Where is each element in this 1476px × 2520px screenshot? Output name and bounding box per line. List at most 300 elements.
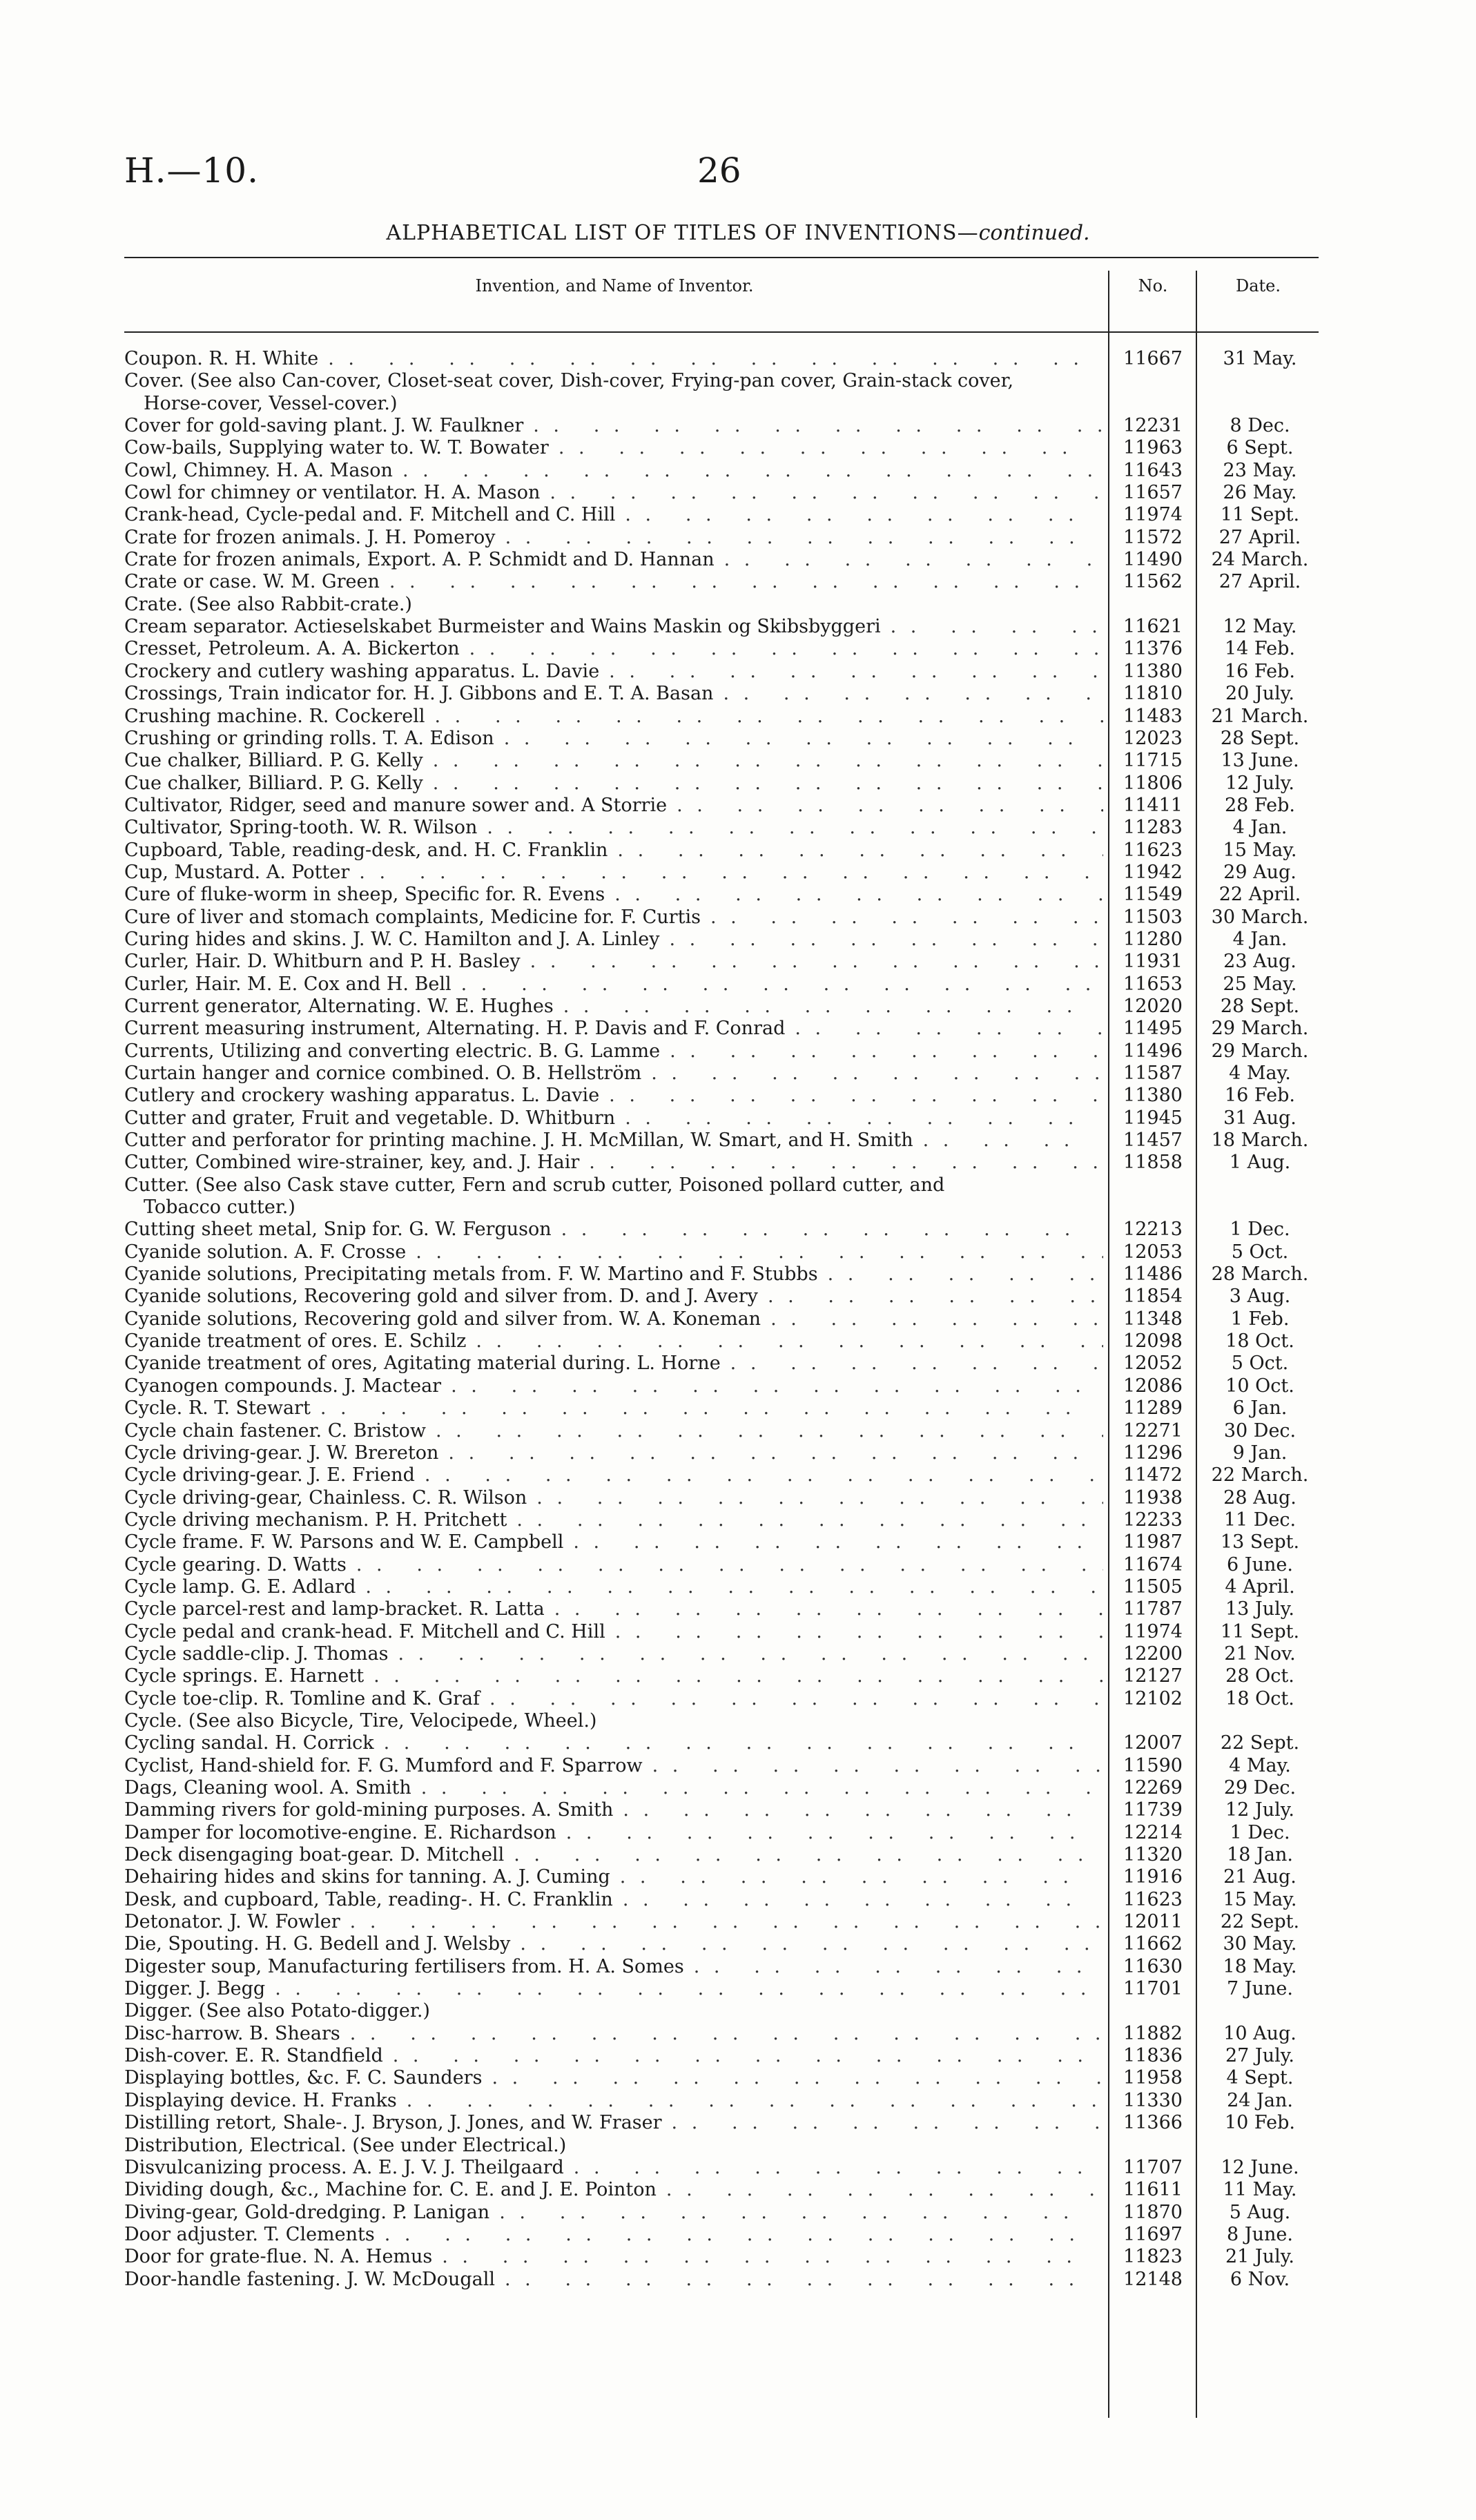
patent-date: 15 May. <box>1223 839 1297 861</box>
patent-number: 12127 <box>1123 1665 1183 1687</box>
table-row <box>124 840 1319 862</box>
patent-number: 11496 <box>1123 1040 1183 1062</box>
invention-title: Cultivator, Spring-tooth. W. R. Wilson . . <box>124 817 1103 839</box>
invention-title: Cycle toe-clip. R. Tomline and K. Graf . . <box>124 1688 1103 1710</box>
patent-date: 4 Jan. <box>1232 817 1288 839</box>
invention-title: Tobacco cutter.) <box>124 1196 1103 1219</box>
patent-number: 11503 <box>1123 906 1183 928</box>
patent-date: 29 Dec. <box>1223 1777 1297 1799</box>
invention-title: Door-handle fastening. J. W. McDougall . . <box>124 2269 1103 2291</box>
table-row <box>124 1018 1319 1040</box>
invention-title: Cow-bails, Supplying water to. W. T. Bowater . . <box>124 437 1103 459</box>
invention-title: Dish-cover. E. R. Standfield . . <box>124 2045 1103 2067</box>
invention-title: Crate for frozen animals, Export. A. P. Schmidt and D. Hannan . . <box>124 549 1103 571</box>
table-row <box>124 460 1319 482</box>
table-row <box>124 504 1319 526</box>
patent-number: 12231 <box>1123 415 1183 437</box>
invention-title: Cure of liver and stomach complaints, Medicine for. F. Curtis . . <box>124 907 1103 929</box>
invention-title: Cycle driving mechanism. P. H. Pritchett . . <box>124 1509 1103 1531</box>
invention-title: Cycle pedal and crank-head. F. Mitchell and C. Hill . . <box>124 1621 1103 1643</box>
patent-date: 18 Oct. <box>1225 1687 1294 1709</box>
table-row <box>124 817 1319 839</box>
patent-date: 1 Dec. <box>1230 1219 1290 1241</box>
table-row <box>124 1085 1319 1107</box>
patent-number: 11916 <box>1123 1866 1183 1888</box>
table-row <box>124 750 1319 772</box>
table-row <box>124 1174 1319 1196</box>
invention-title: Dags, Cleaning wool. A. Smith . . <box>124 1777 1103 1799</box>
patent-date: 27 July. <box>1225 2045 1295 2067</box>
table-row <box>124 638 1319 660</box>
patent-date: 13 June. <box>1221 750 1299 772</box>
table-row <box>124 482 1319 504</box>
invention-title: Crate or case. W. M. Green . . <box>124 571 1103 593</box>
table-row <box>124 1576 1319 1598</box>
invention-title: Cupboard, Table, reading-desk, and. H. C. Franklin . . <box>124 840 1103 862</box>
table-row <box>124 1822 1319 1844</box>
patent-number: 12020 <box>1123 995 1183 1017</box>
table-row <box>124 616 1319 638</box>
invention-title: Cutter and grater, Fruit and vegetable. D. Whitburn . . <box>124 1107 1103 1130</box>
table-row <box>124 415 1319 437</box>
invention-title: Cover. (See also Can-cover, Closet-seat cover, Dish-cover, Frying-pan cover, Grain-stack cover, <box>124 370 1103 392</box>
patent-number: 11974 <box>1123 504 1183 526</box>
patent-number: 11587 <box>1123 1063 1183 1084</box>
invention-title: Cover for gold-saving plant. J. W. Faulkner . . <box>124 415 1103 437</box>
table-row <box>124 1152 1319 1174</box>
patent-number: 11715 <box>1123 750 1183 772</box>
patent-number: 11572 <box>1123 526 1183 548</box>
table-row <box>124 2269 1319 2291</box>
invention-title: Crate for frozen animals. J. H. Pomeroy . . <box>124 527 1103 549</box>
patent-date: 7 June. <box>1227 1978 1293 2000</box>
table-row <box>124 1397 1319 1419</box>
invention-title: Coupon. R. H. White . . <box>124 348 1103 370</box>
patent-date: 4 April. <box>1225 1576 1295 1598</box>
patent-date: 31 Aug. <box>1223 1107 1297 1129</box>
table-row <box>124 884 1319 906</box>
table-row <box>124 1531 1319 1553</box>
table-row <box>124 594 1319 616</box>
table-row <box>124 2157 1319 2179</box>
patent-date: 6 June. <box>1227 1553 1293 1576</box>
patent-number: 12086 <box>1123 1375 1183 1397</box>
invention-title: Cyanogen compounds. J. Mactear . . <box>124 1375 1103 1397</box>
invention-title: Curing hides and skins. J. W. C. Hamilton and J. A. Linley . . <box>124 929 1103 951</box>
invention-title: Damper for locomotive-engine. E. Richardson . . <box>124 1822 1103 1844</box>
table-row <box>124 1107 1319 1130</box>
patent-number: 11707 <box>1123 2156 1183 2178</box>
patent-number: 11823 <box>1123 2246 1183 2268</box>
table-row <box>124 1755 1319 1777</box>
table-row <box>124 1420 1319 1442</box>
table-row <box>124 370 1319 392</box>
patent-date: 11 Sept. <box>1220 1620 1300 1642</box>
patent-number: 11836 <box>1123 2045 1183 2067</box>
invention-title: Cure of fluke-worm in sheep, Specific for. R. Evens . . <box>124 884 1103 906</box>
patent-date: 15 May. <box>1223 1888 1297 1910</box>
table-row <box>124 1464 1319 1486</box>
invention-title: Cyanide solutions, Precipitating metals from. F. W. Martino and F. Stubbs . . <box>124 1263 1103 1286</box>
invention-title: Horse-cover, Vessel-cover.) <box>124 393 1103 415</box>
table-row <box>124 1219 1319 1241</box>
table-row <box>124 437 1319 459</box>
patent-date: 20 July. <box>1225 683 1295 705</box>
table-row <box>124 2067 1319 2089</box>
patent-number: 11296 <box>1123 1442 1183 1464</box>
table-row <box>124 728 1319 750</box>
patent-number: 12102 <box>1123 1687 1183 1709</box>
table-row <box>124 1978 1319 2000</box>
patent-date: 30 March. <box>1211 906 1309 928</box>
invention-title: Curler, Hair. D. Whitburn and P. H. Basley . . <box>124 951 1103 973</box>
patent-date: 28 March. <box>1211 1263 1309 1286</box>
invention-title: Current generator, Alternating. W. E. Hughes . . <box>124 996 1103 1018</box>
invention-title: Cycle. R. T. Stewart . . <box>124 1397 1103 1419</box>
invention-title: Cyanide solution. A. F. Crosse . . <box>124 1241 1103 1263</box>
invention-title: Cutter. (See also Cask stave cutter, Fern and scrub cutter, Poisoned pollard cutter, and <box>124 1174 1103 1196</box>
table-row <box>124 549 1319 571</box>
patent-date: 12 June. <box>1221 2156 1299 2178</box>
patent-number: 11348 <box>1123 1308 1183 1330</box>
patent-number: 11657 <box>1123 482 1183 504</box>
patent-number: 11562 <box>1123 571 1183 593</box>
patent-number: 11931 <box>1123 951 1183 973</box>
patent-date: 12 July. <box>1225 772 1295 794</box>
patent-number: 11667 <box>1123 348 1183 369</box>
patent-date: 30 May. <box>1223 1933 1297 1955</box>
invention-title: Distribution, Electrical. (See under Electrical.) <box>124 2135 1103 2157</box>
invention-title: Current measuring instrument, Alternating. H. P. Davis and F. Conrad . . <box>124 1018 1103 1040</box>
patent-date: 6 Sept. <box>1226 437 1294 459</box>
invention-title: Cycle chain fastener. C. Bristow . . <box>124 1420 1103 1442</box>
patent-number: 12200 <box>1123 1642 1183 1665</box>
patent-date: 28 Feb. <box>1224 794 1296 816</box>
patent-date: 4 May. <box>1229 1754 1291 1776</box>
patent-number: 11330 <box>1123 2089 1183 2111</box>
table-row <box>124 1554 1319 1576</box>
patent-number: 11623 <box>1123 1888 1183 1910</box>
invention-title: Cycle springs. E. Harnett . . <box>124 1665 1103 1687</box>
title-main: ALPHABETICAL LIST OF TITLES OF INVENTIONS— <box>386 221 979 245</box>
header-bottom-rule <box>124 331 1319 333</box>
invention-title: Digester soup, Manufacturing fertilisers from. H. A. Somes . . <box>124 1956 1103 1978</box>
invention-title: Detonator. J. W. Fowler . . <box>124 1911 1103 1933</box>
inventions-table <box>124 348 1319 2291</box>
table-row <box>124 1598 1319 1620</box>
patent-date: 21 Aug. <box>1223 1866 1297 1888</box>
invention-title: Cup, Mustard. A. Potter . . <box>124 862 1103 884</box>
invention-title: Cycle driving-gear, Chainless. C. R. Wilson . . <box>124 1487 1103 1509</box>
patent-date: 13 July. <box>1225 1598 1295 1620</box>
column-header-invention: Invention, and Name of Inventor. <box>475 276 754 295</box>
patent-number: 12233 <box>1123 1509 1183 1531</box>
invention-title: Deck disengaging boat-gear. D. Mitchell . . <box>124 1844 1103 1866</box>
patent-number: 11787 <box>1123 1598 1183 1620</box>
patent-date: 31 May. <box>1223 348 1297 369</box>
patent-date: 26 May. <box>1223 482 1297 504</box>
patent-date: 4 Sept. <box>1226 2067 1294 2089</box>
invention-title: Displaying device. H. Franks . . <box>124 2090 1103 2112</box>
invention-title: Cultivator, Ridger, seed and manure sower and. A Storrie . . <box>124 795 1103 817</box>
table-row <box>124 348 1319 370</box>
patent-date: 1 Aug. <box>1229 1152 1291 1174</box>
patent-date: 29 March. <box>1211 1018 1309 1040</box>
table-row <box>124 2045 1319 2067</box>
patent-number: 11630 <box>1123 1955 1183 1977</box>
patent-number: 11490 <box>1123 549 1183 571</box>
patent-number: 11942 <box>1123 861 1183 883</box>
patent-number: 11958 <box>1123 2067 1183 2089</box>
table-row <box>124 795 1319 817</box>
patent-date: 22 Sept. <box>1220 1911 1300 1933</box>
table-row <box>124 929 1319 951</box>
invention-title: Digger. J. Begg . . <box>124 1978 1103 2000</box>
table-row <box>124 1643 1319 1665</box>
invention-title: Cycle frame. F. W. Parsons and W. E. Campbell . . <box>124 1531 1103 1553</box>
patent-date: 18 Jan. <box>1227 1844 1293 1866</box>
patent-date: 5 Oct. <box>1231 1353 1289 1375</box>
invention-title: Cyanide treatment of ores. E. Schilz . . <box>124 1330 1103 1353</box>
patent-date: 11 Sept. <box>1220 504 1300 526</box>
invention-title: Desk, and cupboard, Table, reading-. H. C. Franklin . . <box>124 1889 1103 1911</box>
patent-date: 29 March. <box>1211 1040 1309 1062</box>
patent-date: 28 Oct. <box>1225 1665 1294 1687</box>
table-row <box>124 527 1319 549</box>
invention-title: Cyanide treatment of ores, Agitating material during. L. Horne . . <box>124 1353 1103 1375</box>
invention-title: Cycle parcel-rest and lamp-bracket. R. Latta . . <box>124 1598 1103 1620</box>
invention-title: Cutter, Combined wire-strainer, key, and. J. Hair . . <box>124 1152 1103 1174</box>
table-row <box>124 1732 1319 1754</box>
patent-date: 18 March. <box>1211 1130 1309 1152</box>
table-row <box>124 1487 1319 1509</box>
patent-date: 10 Aug. <box>1223 2022 1297 2044</box>
column-header-number: No. <box>1138 276 1168 295</box>
patent-number: 12271 <box>1123 1419 1183 1442</box>
patent-date: 5 Oct. <box>1231 1241 1289 1263</box>
patent-date: 29 Aug. <box>1223 861 1297 883</box>
page-header-code: H.—10. <box>124 151 260 191</box>
table-row <box>124 2224 1319 2246</box>
invention-title: Crockery and cutlery washing apparatus. L. Davie . . <box>124 661 1103 683</box>
patent-date: 24 March. <box>1211 549 1309 571</box>
patent-number: 11486 <box>1123 1263 1183 1286</box>
invention-title: Door for grate-flue. N. A. Hemus . . <box>124 2246 1103 2268</box>
table-row <box>124 907 1319 929</box>
invention-title: Cyclist, Hand-shield for. F. G. Mumford and F. Sparrow . . <box>124 1755 1103 1777</box>
patent-date: 3 Aug. <box>1229 1286 1291 1308</box>
patent-date: 13 Sept. <box>1220 1531 1300 1553</box>
invention-title: Crossings, Train indicator for. H. J. Gibbons and E. T. A. Basan . . <box>124 683 1103 705</box>
invention-title: Distilling retort, Shale-. J. Bryson, J. Jones, and W. Fraser . . <box>124 2112 1103 2134</box>
table-row <box>124 2202 1319 2224</box>
patent-date: 30 Dec. <box>1223 1419 1297 1442</box>
patent-number: 11320 <box>1123 1844 1183 1866</box>
invention-title: Crate. (See also Rabbit-crate.) <box>124 594 1103 616</box>
patent-date: 1 Feb. <box>1230 1308 1290 1330</box>
patent-date: 23 Aug. <box>1223 951 1297 973</box>
patent-number: 12269 <box>1123 1777 1183 1799</box>
patent-number: 11870 <box>1123 2201 1183 2223</box>
patent-number: 11376 <box>1123 638 1183 660</box>
patent-number: 11701 <box>1123 1978 1183 2000</box>
patent-date: 5 Aug. <box>1229 2201 1291 2223</box>
patent-number: 11611 <box>1123 2179 1183 2201</box>
invention-title: Cycle lamp. G. E. Adlard . . <box>124 1576 1103 1598</box>
table-row <box>124 773 1319 795</box>
table-row <box>124 1889 1319 1911</box>
patent-date: 21 July. <box>1225 2246 1295 2268</box>
table-row <box>124 2179 1319 2201</box>
invention-title: Cutting sheet metal, Snip for. G. W. Ferguson . . <box>124 1219 1103 1241</box>
patent-date: 12 May. <box>1223 616 1297 638</box>
invention-title: Cutlery and crockery washing apparatus. L. Davie . . <box>124 1085 1103 1107</box>
patent-number: 11411 <box>1123 794 1183 816</box>
patent-date: 12 July. <box>1225 1799 1295 1821</box>
invention-title: Cycle gearing. D. Watts . . <box>124 1554 1103 1576</box>
patent-number: 11472 <box>1123 1464 1183 1486</box>
patent-date: 18 Oct. <box>1225 1330 1294 1353</box>
table-row <box>124 1286 1319 1308</box>
table-row <box>124 1263 1319 1286</box>
patent-number: 11653 <box>1123 973 1183 995</box>
patent-number: 11674 <box>1123 1553 1183 1576</box>
patent-date: 28 Sept. <box>1220 995 1300 1017</box>
patent-date: 10 Oct. <box>1225 1375 1294 1397</box>
invention-title: Cyanide solutions, Recovering gold and silver from. D. and J. Avery . . <box>124 1286 1103 1308</box>
table-row <box>124 2000 1319 2022</box>
table-row <box>124 1799 1319 1821</box>
patent-number: 11643 <box>1123 459 1183 481</box>
table-row <box>124 1063 1319 1085</box>
patent-date: 18 May. <box>1223 1955 1297 1977</box>
table-row <box>124 2090 1319 2112</box>
table-row <box>124 1040 1319 1063</box>
patent-number: 11590 <box>1123 1754 1183 1776</box>
invention-title: Cream separator. Actieselskabet Burmeister and Wains Maskin og Skibsbyggeri . . <box>124 616 1103 638</box>
invention-title: Disvulcanizing process. A. E. J. V. J. Theilgaard . . <box>124 2157 1103 2179</box>
invention-title: Dividing dough, &c., Machine for. C. E. and J. E. Pointon . . <box>124 2179 1103 2201</box>
patent-number: 11280 <box>1123 928 1183 950</box>
patent-number: 11806 <box>1123 772 1183 794</box>
patent-number: 11483 <box>1123 705 1183 727</box>
patent-date: 1 Dec. <box>1230 1821 1290 1843</box>
table-row <box>124 2135 1319 2157</box>
patent-date: 28 Sept. <box>1220 727 1300 749</box>
invention-title: Currents, Utilizing and converting electric. B. G. Lamme . . <box>124 1040 1103 1063</box>
patent-date: 21 March. <box>1211 705 1309 727</box>
invention-title: Cue chalker, Billiard. P. G. Kelly . . <box>124 773 1103 795</box>
table-row <box>124 683 1319 705</box>
patent-date: 4 May. <box>1229 1063 1291 1084</box>
invention-title: Dehairing hides and skins for tanning. A. J. Cuming . . <box>124 1866 1103 1888</box>
patent-number: 11854 <box>1123 1286 1183 1308</box>
invention-title: Cycle saddle-clip. J. Thomas . . <box>124 1643 1103 1665</box>
patent-date: 11 May. <box>1223 2179 1297 2201</box>
patent-date: 4 Jan. <box>1232 928 1288 950</box>
table-row <box>124 2112 1319 2134</box>
patent-number: 12214 <box>1123 1821 1183 1843</box>
patent-number: 11505 <box>1123 1576 1183 1598</box>
patent-number: 11457 <box>1123 1130 1183 1152</box>
invention-title: Cresset, Petroleum. A. A. Bickerton . . <box>124 638 1103 660</box>
patent-number: 12023 <box>1123 727 1183 749</box>
invention-title: Diving-gear, Gold-dredging. P. Lanigan . . <box>124 2202 1103 2224</box>
patent-number: 11938 <box>1123 1486 1183 1509</box>
patent-number: 11621 <box>1123 616 1183 638</box>
patent-number: 12098 <box>1123 1330 1183 1353</box>
table-row <box>124 1241 1319 1263</box>
patent-date: 10 Feb. <box>1224 2112 1296 2134</box>
invention-title: Die, Spouting. H. G. Bedell and J. Welsby . . <box>124 1933 1103 1955</box>
patent-date: 28 Aug. <box>1223 1486 1297 1509</box>
patent-date: 8 June. <box>1227 2223 1293 2245</box>
patent-number: 11366 <box>1123 2112 1183 2134</box>
patent-date: 27 April. <box>1218 571 1301 593</box>
table-row <box>124 1710 1319 1732</box>
invention-title: Cyanide solutions, Recovering gold and silver from. W. A. Koneman . . <box>124 1308 1103 1330</box>
patent-number: 11495 <box>1123 1018 1183 1040</box>
table-row <box>124 862 1319 884</box>
page-title <box>0 221 1476 245</box>
title-suffix: continued. <box>978 221 1090 245</box>
invention-title: Disc-harrow. B. Shears . . <box>124 2023 1103 2045</box>
patent-number: 12011 <box>1123 1911 1183 1933</box>
patent-number: 12213 <box>1123 1219 1183 1241</box>
table-row <box>124 1688 1319 1710</box>
patent-number: 11987 <box>1123 1531 1183 1553</box>
invention-title: Curtain hanger and cornice combined. O. B. Hellström . . <box>124 1063 1103 1085</box>
table-row <box>124 1130 1319 1152</box>
patent-number: 11380 <box>1123 1085 1183 1107</box>
patent-date: 6 Nov. <box>1230 2268 1290 2290</box>
patent-date: 24 Jan. <box>1227 2089 1293 2111</box>
invention-title: Crushing machine. R. Cockerell . . <box>124 706 1103 728</box>
table-row <box>124 661 1319 683</box>
table-row <box>124 1911 1319 1933</box>
patent-number: 11289 <box>1123 1397 1183 1419</box>
table-row <box>124 951 1319 973</box>
table-row <box>124 1621 1319 1643</box>
invention-title: Crank-head, Cycle-pedal and. F. Mitchell and C. Hill . . <box>124 504 1103 526</box>
page-number: 26 <box>697 151 741 191</box>
patent-number: 11623 <box>1123 839 1183 861</box>
table-row <box>124 1777 1319 1799</box>
invention-title: Cycle driving-gear. J. W. Brereton . . <box>124 1442 1103 1464</box>
patent-number: 11858 <box>1123 1152 1183 1174</box>
invention-title: Cue chalker, Billiard. P. G. Kelly . . <box>124 750 1103 772</box>
invention-title: Cycling sandal. H. Corrick . . <box>124 1732 1103 1754</box>
table-row <box>124 1196 1319 1219</box>
column-header-date: Date. <box>1235 276 1281 295</box>
table-row <box>124 1933 1319 1955</box>
invention-title: Cycle. (See also Bicycle, Tire, Velocipede, Wheel.) <box>124 1710 1103 1732</box>
table-row <box>124 973 1319 996</box>
table-row <box>124 1509 1319 1531</box>
patent-number: 12052 <box>1123 1353 1183 1375</box>
table-row <box>124 1665 1319 1687</box>
patent-date: 6 Jan. <box>1232 1397 1288 1419</box>
invention-title: Cowl for chimney or ventilator. H. A. Mason . . <box>124 482 1103 504</box>
patent-date: 21 Nov. <box>1224 1642 1296 1665</box>
table-row <box>124 1956 1319 1978</box>
table-row <box>124 1844 1319 1866</box>
patent-date: 8 Dec. <box>1230 415 1290 437</box>
invention-title: Crushing or grinding rolls. T. A. Edison . . <box>124 728 1103 750</box>
patent-number: 11697 <box>1123 2223 1183 2245</box>
table-row <box>124 1442 1319 1464</box>
top-rule <box>124 257 1319 258</box>
